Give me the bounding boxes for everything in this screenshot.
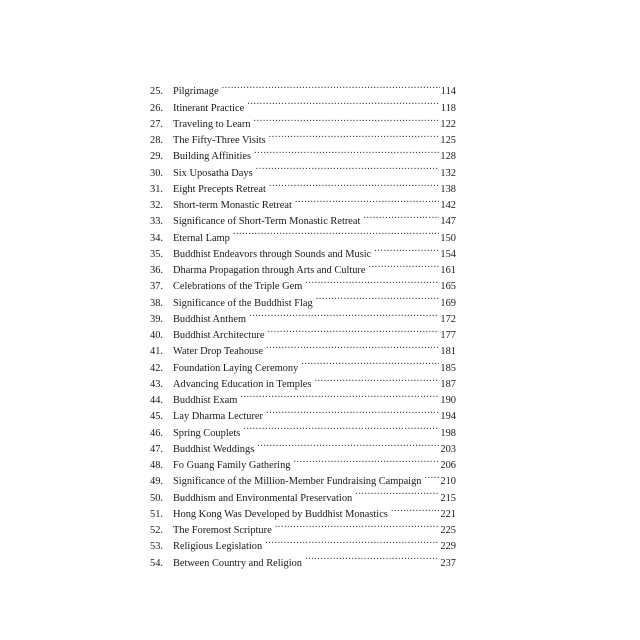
toc-entry-number: 26.: [150, 102, 163, 114]
toc-dot-leader: [233, 224, 440, 240]
toc-entry-number: 43.: [150, 378, 163, 390]
toc-entry-page-number: 161: [440, 265, 456, 276]
toc-entry-title: Significance of the Million-Member Fundraising Campaign: [173, 476, 422, 488]
toc-entry-title: Hong Kong Was Developed by Buddhist Monastics: [173, 508, 388, 520]
toc-entry-page-number: 142: [440, 200, 456, 211]
toc-entry-title: Buddhist Anthem: [173, 313, 247, 325]
toc-entry-page-number: 169: [440, 297, 456, 309]
toc-entry-number: 52.: [150, 525, 163, 536]
toc-dot-leader: [266, 403, 439, 419]
toc-entry-number: 51.: [150, 508, 163, 520]
toc-dot-leader: [257, 436, 439, 452]
toc-entry-number: 27.: [150, 118, 163, 130]
toc-entry-page-number: 172: [440, 313, 456, 325]
toc-entry-number: 41.: [150, 346, 163, 358]
toc-dot-leader: [243, 419, 439, 435]
toc-entry-page-number: 128: [440, 151, 456, 163]
toc-entry-number: 35.: [150, 248, 163, 260]
toc-entry-title: Significance of the Buddhist Flag: [173, 297, 313, 309]
toc-entry-title: Religious Legislation: [173, 541, 263, 553]
toc-entry-page-number: 194: [440, 411, 456, 423]
toc-dot-leader: [265, 533, 439, 549]
toc-dot-leader: [222, 78, 440, 94]
toc-dot-leader: [269, 176, 439, 192]
toc-entry-title: Spring Couplets: [173, 427, 241, 439]
toc-entry-page-number: 147: [440, 216, 456, 228]
toc-dot-leader: [368, 257, 439, 273]
toc-dot-leader: [269, 127, 440, 143]
toc-entry-number: 45.: [150, 411, 163, 423]
toc-entry-number: 50.: [150, 492, 163, 504]
toc-entry-number: 25.: [150, 86, 163, 98]
toc-entry-title: Six Uposatha Days: [173, 167, 253, 179]
toc-entry-title: Celebrations of the Triple Gem: [173, 281, 303, 293]
toc-dot-leader: [374, 241, 439, 257]
toc-entry-number: 32.: [150, 200, 163, 211]
toc-entry-number: 34.: [150, 232, 163, 244]
toc-entry-page-number: 203: [440, 443, 456, 455]
toc-entry-title: Buddhist Endeavors through Sounds and Music: [173, 248, 372, 260]
toc-entry-number: 37.: [150, 281, 163, 293]
toc-entry-number: 38.: [150, 297, 163, 309]
toc-entry-number: 33.: [150, 216, 163, 228]
toc-entry-page-number: 125: [440, 135, 456, 146]
toc-entry-title: Short-term Monastic Retreat: [173, 200, 292, 211]
toc-entry-title: Advancing Education in Temples: [173, 378, 312, 390]
toc-entry-number: 44.: [150, 395, 163, 406]
toc-dot-leader: [254, 143, 439, 159]
toc-entry-page-number: 225: [440, 525, 456, 536]
toc-entry-number: 39.: [150, 313, 163, 325]
toc-entry-number: 30.: [150, 167, 163, 179]
toc-dot-leader: [275, 517, 440, 533]
table-of-contents: [150, 78, 456, 569]
toc-entry-page-number: 132: [440, 167, 456, 179]
toc-dot-leader: [305, 549, 439, 565]
toc-dot-leader: [267, 322, 439, 338]
toc-entry-title: Foundation Laying Ceremony: [173, 362, 299, 374]
toc-entry-number: 47.: [150, 443, 163, 455]
toc-dot-leader: [240, 387, 439, 403]
toc-dot-leader: [391, 501, 440, 517]
toc-dot-leader: [305, 273, 439, 289]
toc-entry-title: Buddhist Exam: [173, 395, 238, 406]
toc-dot-leader: [247, 94, 440, 110]
toc-dot-leader: [254, 111, 440, 127]
toc-entry-page-number: 190: [440, 395, 456, 406]
toc-dot-leader: [295, 192, 440, 208]
toc-entry-page-number: 118: [440, 102, 456, 114]
toc-entry-number: 42.: [150, 362, 163, 374]
toc-dot-leader: [314, 371, 439, 387]
toc-dot-leader: [256, 159, 440, 175]
toc-entry-title: Dharma Propagation through Arts and Culture: [173, 265, 366, 276]
toc-entry-title: Buddhist Architecture: [173, 330, 265, 341]
toc-entry-page-number: 122: [440, 118, 456, 130]
toc-entry-page-number: 177: [440, 330, 456, 341]
toc-entry-page-number: 237: [440, 557, 456, 569]
toc-dot-leader: [424, 468, 439, 484]
toc-entry-title: Pilgrimage: [173, 86, 219, 98]
toc-entry-page-number: 114: [440, 86, 456, 98]
toc-entry-title: Building Affinities: [173, 151, 252, 163]
toc-entry-number: 53.: [150, 541, 163, 553]
toc-entry-title: Buddhism and Environmental Preservation: [173, 492, 353, 504]
toc-entry-number: 29.: [150, 151, 163, 163]
toc-entry-title: Traveling to Learn: [173, 118, 251, 130]
toc-entry-page-number: 210: [440, 476, 456, 488]
toc-entry-title: Between Country and Religion: [173, 557, 302, 569]
toc-entry-page-number: 187: [440, 378, 456, 390]
toc-entry-number: 46.: [150, 427, 163, 439]
toc-entry-page-number: 154: [440, 248, 456, 260]
toc-entry-title: Eight Precepts Retreat: [173, 183, 266, 195]
toc-entry-number: 31.: [150, 183, 163, 195]
toc-entry-title: The Fifty-Three Visits: [173, 135, 266, 146]
toc-entry-number: 54.: [150, 557, 163, 569]
toc-entry-title: Itinerant Practice: [173, 102, 245, 114]
toc-dot-leader: [301, 354, 439, 370]
toc-dot-leader: [266, 338, 439, 354]
toc-entry-title: The Foremost Scripture: [173, 525, 272, 536]
toc-entry-title: Lay Dharma Lecturer: [173, 411, 263, 423]
toc-entry-page-number: 229: [440, 541, 456, 553]
toc-entry-title: Significance of Short-Term Monastic Retreat: [173, 216, 361, 228]
toc-entry-number: 36.: [150, 265, 163, 276]
toc-entry-page-number: 138: [440, 183, 456, 195]
toc-entry-page-number: 181: [440, 346, 456, 358]
toc-dot-leader: [316, 289, 440, 305]
toc-entry-number: 28.: [150, 135, 163, 146]
toc-entry-page-number: 165: [440, 281, 456, 293]
toc-entry-page-number: 215: [440, 492, 456, 504]
toc-dot-leader: [293, 452, 439, 468]
toc-entry-page-number: 198: [440, 427, 456, 439]
toc-dot-leader: [355, 484, 439, 500]
toc-entry-title: Water Drop Teahouse: [173, 346, 263, 358]
toc-dot-leader: [363, 208, 439, 224]
toc-entry-page-number: 221: [440, 508, 456, 520]
toc-entry-page-number: 185: [440, 362, 456, 374]
toc-entry-page-number: 206: [440, 460, 456, 471]
toc-entry: [150, 78, 456, 98]
toc-entry-title: Buddhist Weddings: [173, 443, 255, 455]
toc-entry-title: Fo Guang Family Gathering: [173, 460, 291, 471]
toc-entry-page-number: 150: [440, 232, 456, 244]
toc-entry-number: 48.: [150, 460, 163, 471]
toc-dot-leader: [249, 306, 439, 322]
toc-entry-number: 49.: [150, 476, 163, 488]
toc-entry-title: Eternal Lamp: [173, 232, 230, 244]
toc-entry-number: 40.: [150, 330, 163, 341]
